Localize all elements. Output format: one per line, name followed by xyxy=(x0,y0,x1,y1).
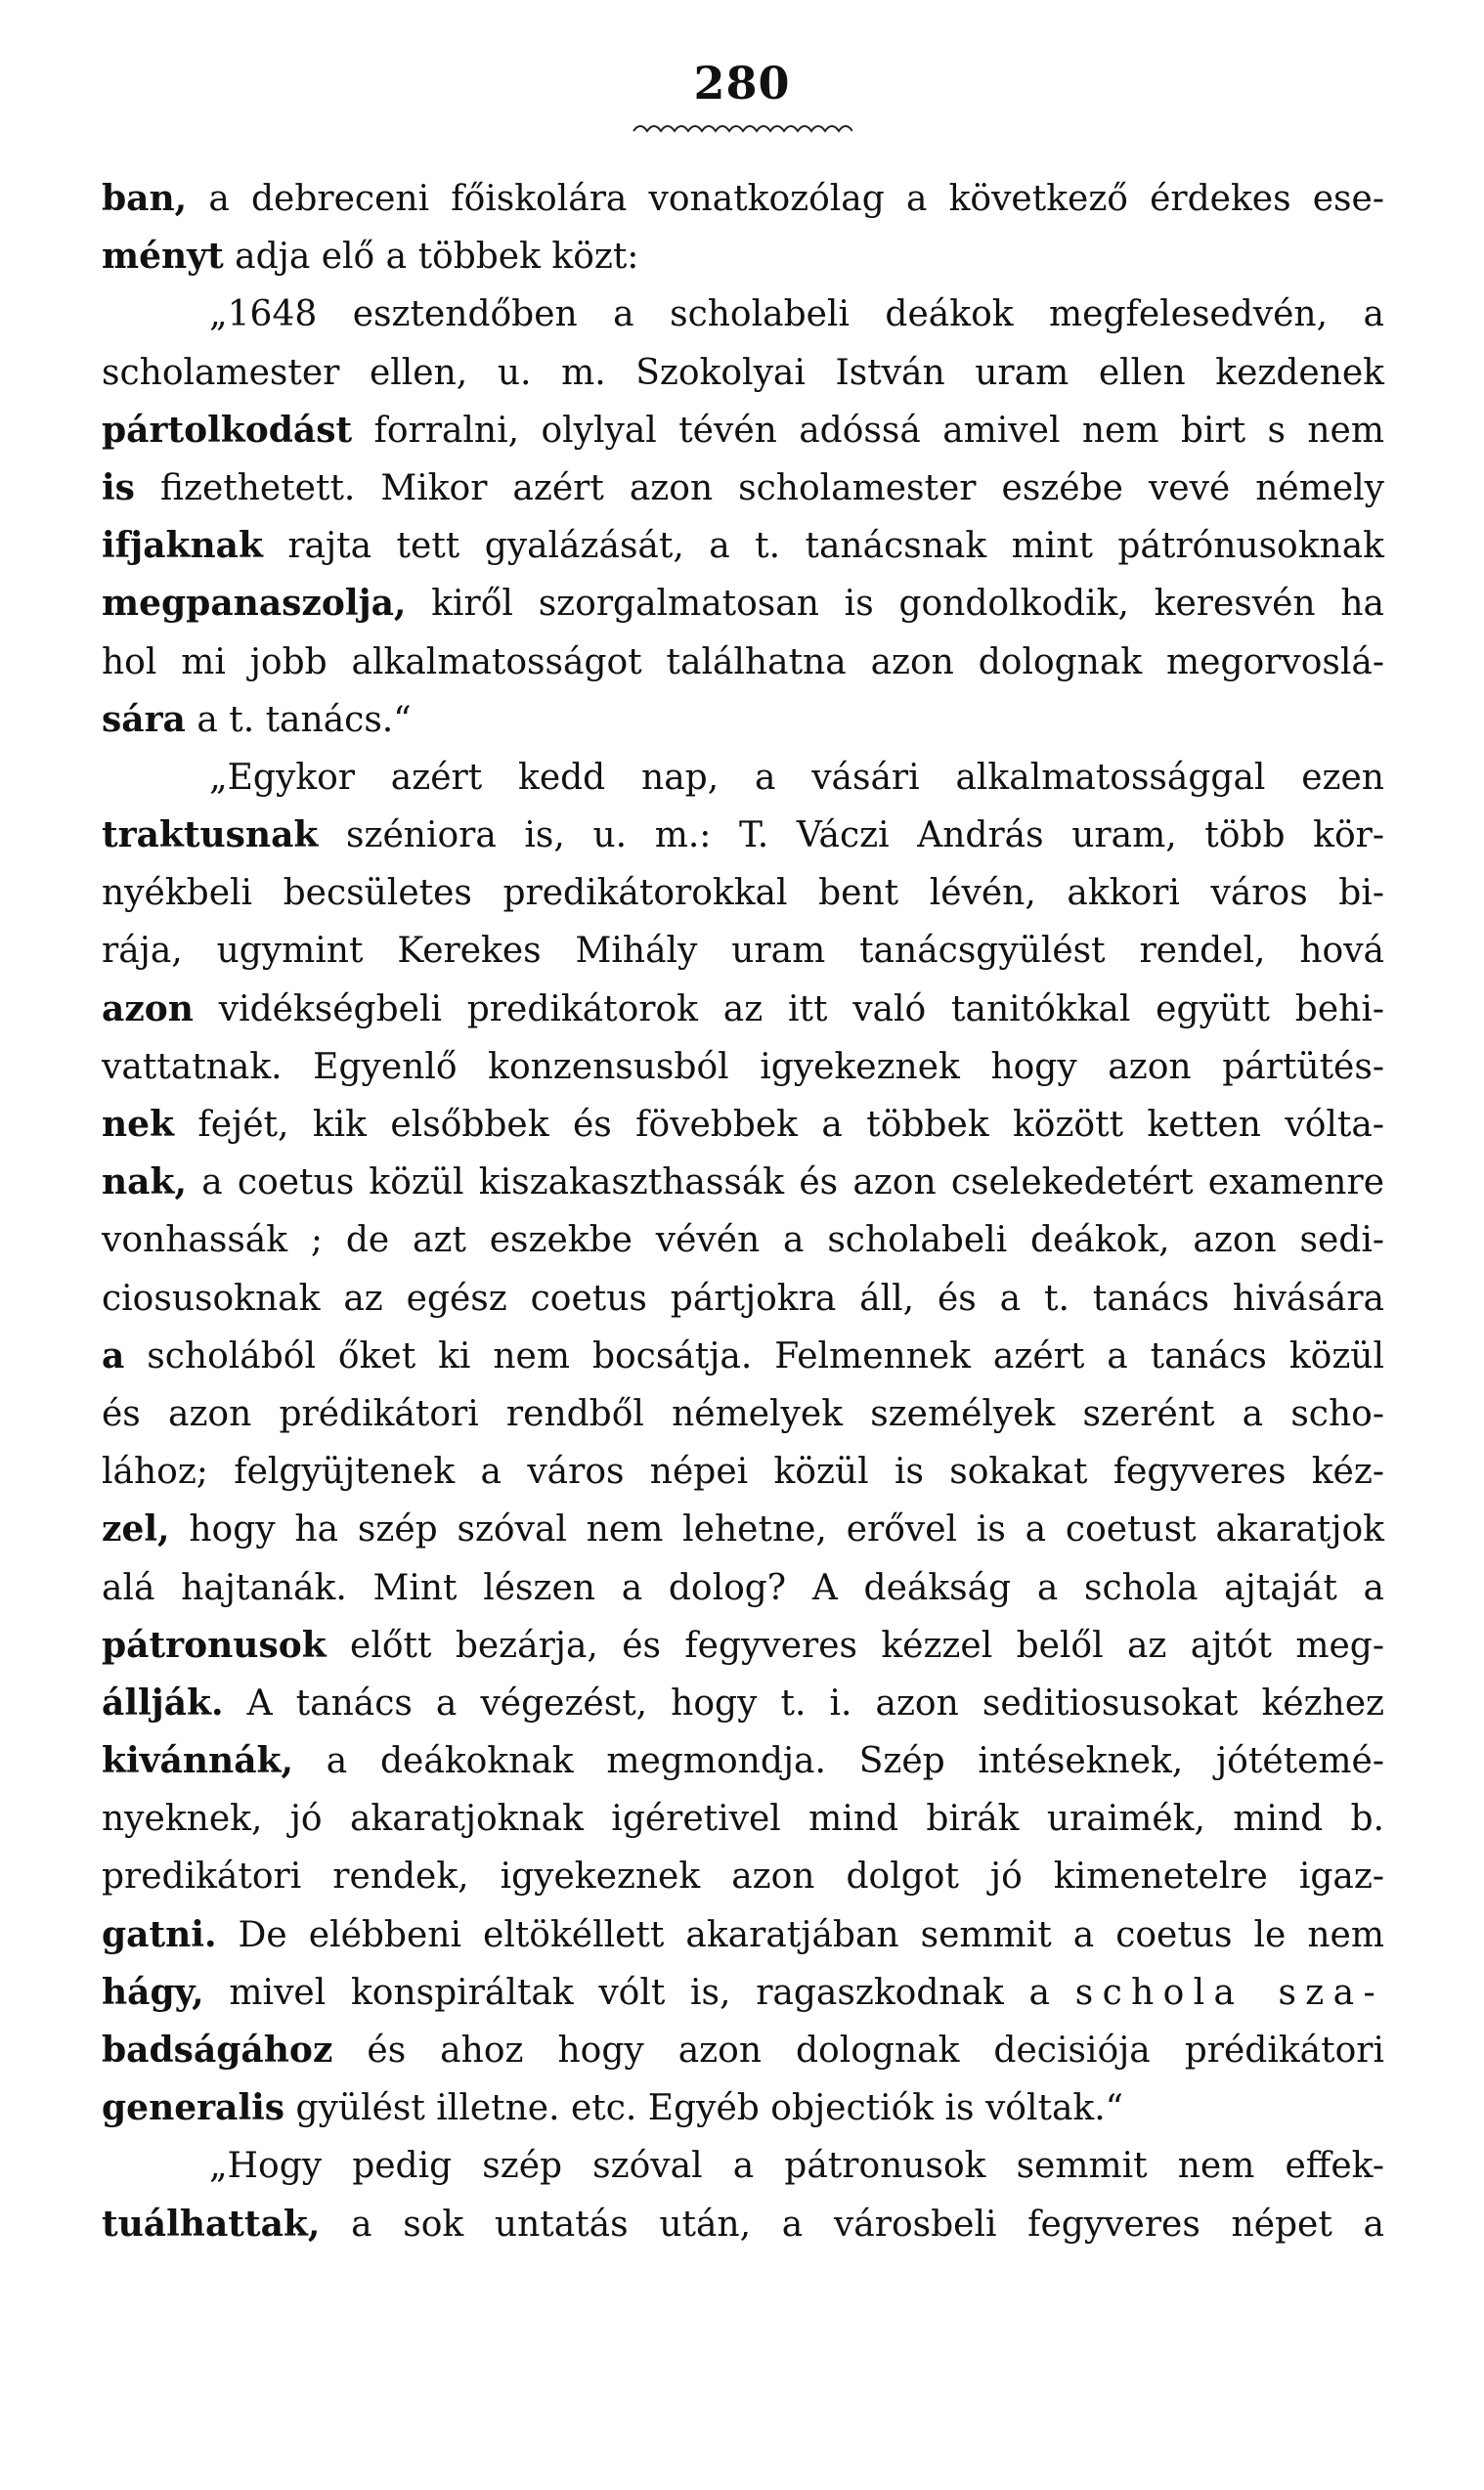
text-line: hágy, mivel konspiráltak vólt is, ragaszkodnak a schola sza- xyxy=(102,1971,1384,2013)
text-line: vonhassák ; de azt eszekbe vévén a scholabeli deákok, azon sedi- xyxy=(102,1220,1384,1261)
text-line: is fizethetett. Mikor azért azon scholamester eszébe vevé némely xyxy=(102,466,1384,508)
text-line: generalis gyülést illetne. etc. Egyéb objectiók is vóltak.“ xyxy=(102,2087,1124,2129)
bold-lead-word: sára xyxy=(102,698,186,740)
bold-lead-word: zel, xyxy=(102,1508,170,1551)
bold-lead-word: ményt xyxy=(102,236,224,278)
text-line: ciosusoknak az egész coetus pártjokra áll, és a t. tanács hivására xyxy=(102,1278,1384,1319)
bold-lead-word: a xyxy=(102,1334,125,1376)
bold-lead-word: pátronusok xyxy=(102,1624,327,1666)
bold-lead-word: ban, xyxy=(102,178,188,219)
bold-lead-word: kivánnák, xyxy=(102,1740,294,1782)
text-line: predikátori rendek, igyekeznek azon dolgot jó kimenetelre igaz- xyxy=(102,1857,1384,1898)
text-line: pártolkodást forralni, olylyal tévén adóssá amivel nem birt s nem xyxy=(102,409,1384,451)
text-line: rája, ugymint Kerekes Mihály uram tanácsgyülést rendel, hová xyxy=(102,931,1384,972)
text-line: hol mi jobb alkalmatosságot találhatna azon dolognak megorvoslá- xyxy=(102,641,1384,682)
text-line: megpanaszolja, kiről szorgalmatosan is gondolkodik, keresvén ha xyxy=(102,583,1384,625)
bold-lead-word: hágy, xyxy=(102,1971,204,2013)
text-line: „1648 esztendőben a scholabeli deákok megfelesedvén, a xyxy=(209,294,1384,335)
text-line: badságához és ahoz hogy azon dolognak decisiója prédikátori xyxy=(102,2030,1384,2071)
bold-lead-word: tuálhattak, xyxy=(102,2203,321,2245)
text-line: a scholából őket ki nem bocsátja. Felmennek azért a tanács közül xyxy=(102,1334,1384,1376)
text-line: alá hajtanák. Mint lészen a dolog? A deákság a schola ajtaját a xyxy=(102,1567,1384,1608)
text-line: és azon prédikátori rendből némelyek személyek szerént a scho- xyxy=(102,1393,1384,1434)
text-line: „Hogy pedig szép szóval a pátronusok semmit nem effek- xyxy=(209,2146,1384,2187)
bold-lead-word: is xyxy=(102,466,135,508)
bold-lead-word: traktusnak xyxy=(102,814,319,856)
text-line: ifjaknak rajta tett gyalázását, a t. tanácsnak mint pátrónusoknak xyxy=(102,525,1384,567)
text-line: „Egykor azért kedd nap, a vásári alkalmatossággal ezen xyxy=(209,757,1384,798)
text-line: állják. A tanács a végezést, hogy t. i. azon seditiosusokat kézhez xyxy=(102,1682,1384,1724)
text-line: kivánnák, a deákoknak megmondja. Szép intéseknek, jótétemé- xyxy=(102,1740,1384,1782)
bold-lead-word: badságához xyxy=(102,2030,333,2071)
page-number: 280 xyxy=(693,57,791,109)
text-line: pátronusok előtt bezárja, és fegyveres kézzel belől az ajtót meg- xyxy=(102,1624,1384,1666)
body-text xyxy=(102,170,1384,2253)
bold-lead-word: ifjaknak xyxy=(102,525,263,567)
text-line: nak, a coetus közül kiszakaszthassák és azon cselekedetért examenre xyxy=(102,1161,1384,1203)
text-line: ményt adja elő a többek közt: xyxy=(102,236,639,278)
text-line: lához; felgyüjtenek a város népei közül is sokakat fegyveres kéz- xyxy=(102,1452,1384,1493)
text-line: azon vidékségbeli predikátorok az itt való tanitókkal együtt behi- xyxy=(102,987,1384,1029)
text-line: nyeknek, jó akaratjoknak igéretivel mind birák uraimék, mind b. xyxy=(102,1799,1384,1840)
text-line: scholamester ellen, u. m. Szokolyai István uram ellen kezdenek xyxy=(102,352,1384,393)
text-line: gatni. De elébbeni eltökéllett akaratjában semmit a coetus le nem xyxy=(102,1913,1384,1955)
bold-lead-word: pártolkodást xyxy=(102,409,353,451)
text-line: nek fejét, kik elsőbbek és fövebbek a többek között ketten vólta- xyxy=(102,1104,1384,1145)
text-line: zel, hogy ha szép szóval nem lehetne, erővel is a coetust akaratjok xyxy=(102,1508,1384,1551)
bold-lead-word: azon xyxy=(102,987,194,1029)
text-line: nyékbeli becsületes predikátorokkal bent lévén, akkori város bi- xyxy=(102,873,1384,914)
spaced-phrase: schola sza- xyxy=(1074,1972,1384,2013)
bold-lead-word: nek xyxy=(102,1104,175,1145)
bold-lead-word: nak, xyxy=(102,1161,187,1203)
bold-lead-word: megpanaszolja, xyxy=(102,583,407,625)
text-line: tuálhattak, a sok untatás után, a városbeli fegyveres népet a xyxy=(102,2203,1384,2245)
bold-lead-word: állják. xyxy=(102,1682,224,1724)
text-line: traktusnak széniora is, u. m.: T. Váczi András uram, több kör- xyxy=(102,814,1384,856)
bold-lead-word: gatni. xyxy=(102,1913,217,1955)
text-line: vattatnak. Egyenlő konzensusból igyekeznek hogy azon pártütés- xyxy=(102,1046,1384,1087)
text-line: sára a t. tanács.“ xyxy=(102,698,412,740)
text-line: ban, a debreceni főiskolára vonatkozólag a következő érdekes ese- xyxy=(102,178,1384,219)
wavy-rule-ornament xyxy=(632,117,852,137)
bold-lead-word: generalis xyxy=(102,2087,285,2129)
